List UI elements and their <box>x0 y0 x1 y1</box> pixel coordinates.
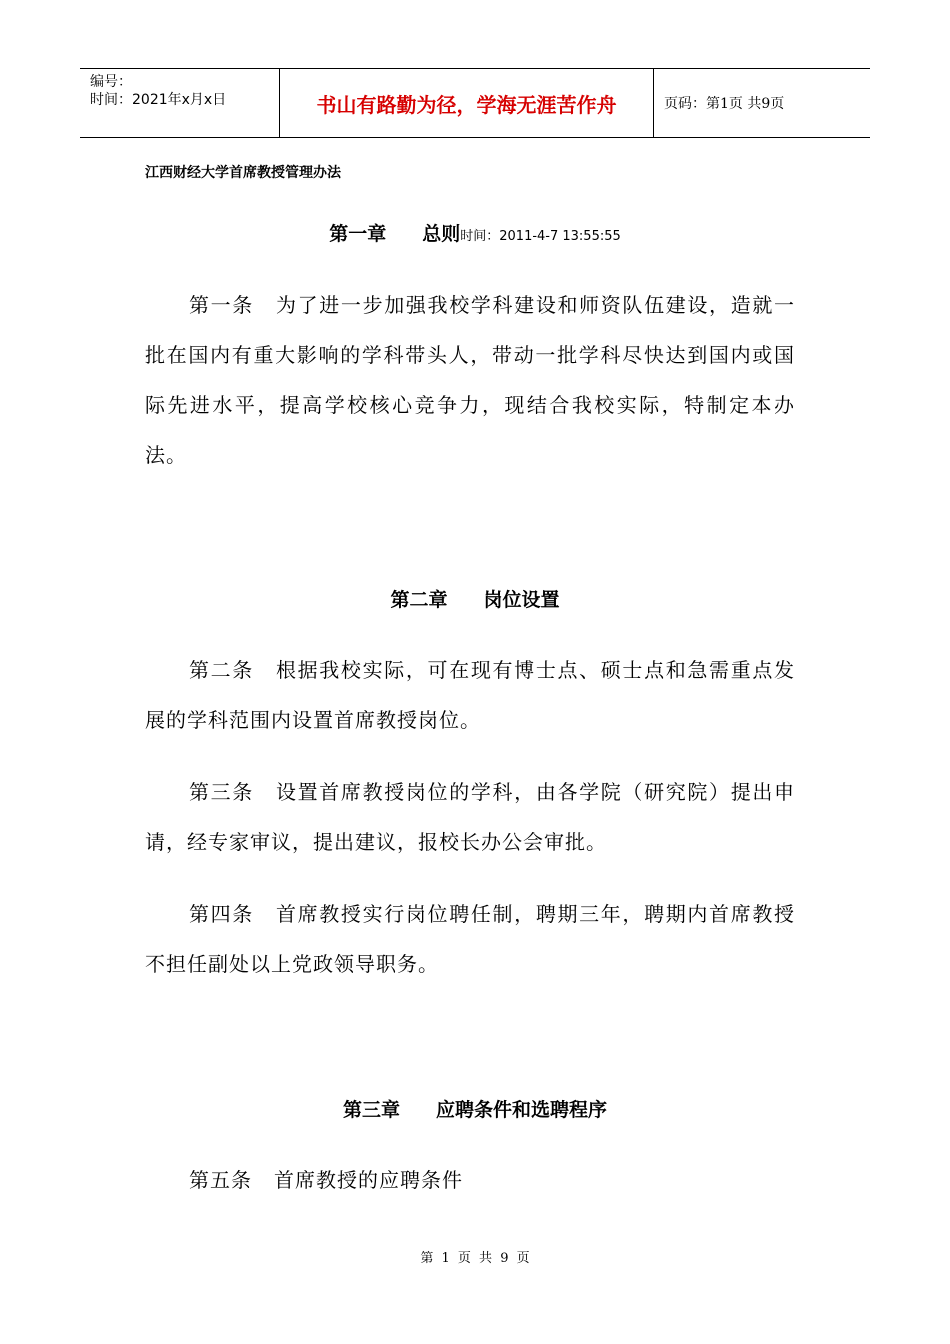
chapter-number: 第一章 <box>329 223 387 245</box>
chapter-timestamp: 时间：2011-4-7 13:55:55 <box>460 229 621 244</box>
number-label: 编号： <box>90 74 132 90</box>
article-text: 为了进一步加强我校学科建设和师资队伍建设，造就一批在国内有重大影响的学科带头人，带动一批学科尽快达到国内或国际先进水平，提高学校核心竞争力，现结合我校实际，特制定本办法。 <box>145 293 796 467</box>
document-title: 江西财经大学首席教授管理办法 <box>145 165 341 181</box>
article-label: 第一条 <box>189 293 254 317</box>
article-paragraph-1 <box>145 280 795 480</box>
page-header <box>80 68 870 138</box>
article-paragraph-4 <box>145 889 795 989</box>
article-text: 设置首席教授岗位的学科，由各学院（研究院）提出申请，经专家审议，提出建议，报校长办公会审批。 <box>145 780 796 854</box>
article-text: 首席教授实行岗位聘任制，聘期三年，聘期内首席教授不担任副处以上党政领导职务。 <box>145 902 796 976</box>
date-line: 时间：2021年x月x日 <box>90 92 227 108</box>
article-paragraph-2 <box>145 645 795 745</box>
article-paragraph-5 <box>145 1155 795 1205</box>
chapter-number: 第二章 <box>390 589 448 611</box>
article-text: 根据我校实际，可在现有博士点、硕士点和急需重点发展的学科范围内设置首席教授岗位。 <box>145 658 796 732</box>
chapter-heading-1 <box>0 219 950 246</box>
header-page-info: 页码：第1页 共9页 <box>664 96 785 112</box>
article-label: 第五条 <box>189 1168 252 1192</box>
chapter-name: 岗位设置 <box>483 589 560 611</box>
article-label: 第四条 <box>189 902 254 926</box>
chapter-name: 总则 <box>422 223 461 245</box>
chapter-heading-3 <box>0 1095 950 1122</box>
page-footer: 第 1 页 共 9 页 <box>420 1251 530 1266</box>
article-label: 第二条 <box>189 658 254 682</box>
chapter-number: 第三章 <box>342 1099 400 1121</box>
article-text: 首席教授的应聘条件 <box>274 1168 463 1192</box>
chapter-heading-2 <box>0 585 950 612</box>
header-meta-cell <box>80 69 280 137</box>
article-paragraph-3 <box>145 767 795 867</box>
article-label: 第三条 <box>189 780 254 804</box>
chapter-name: 应聘条件和选聘程序 <box>436 1099 608 1121</box>
header-motto: 书山有路勤为径，学海无涯苦作舟 <box>280 69 654 137</box>
